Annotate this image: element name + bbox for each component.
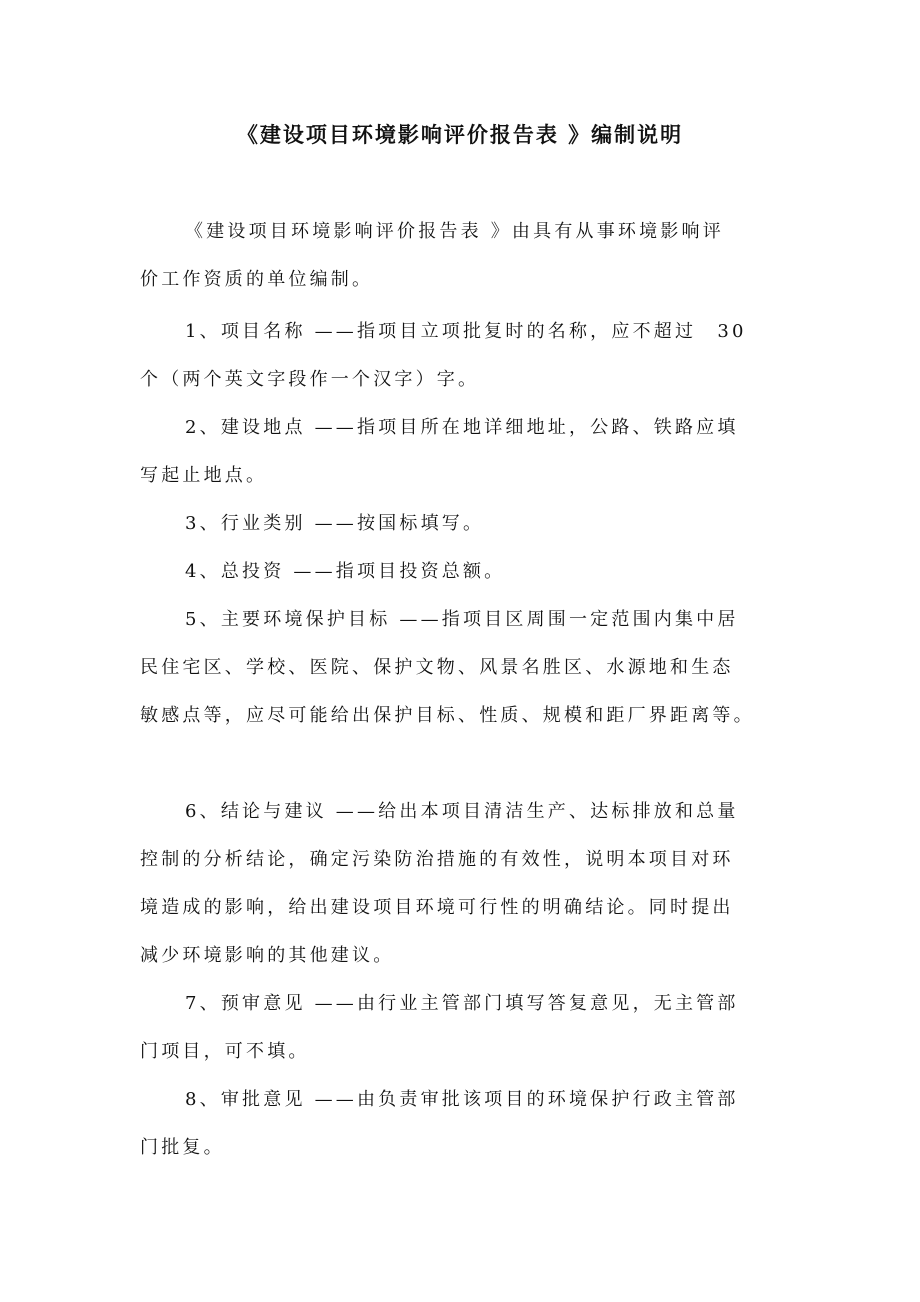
item-5-line-1: 5、主要环境保护目标 ——指项目区周围一定范围内集中居 [185, 609, 739, 630]
item-1-line-1: 1、项目名称 ——指项目立项批复时的名称，应不超过 30 [185, 321, 747, 342]
item-3-line-1: 3、行业类别 ——按国标填写。 [185, 513, 485, 534]
item-7-line-2: 门项目，可不填。 [140, 1041, 310, 1062]
item-7-line-1: 7、预审意见 ——由行业主管部门填写答复意见，无主管部 [185, 993, 739, 1014]
item-8-line-1: 8、审批意见 ——由负责审批该项目的环境保护行政主管部 [185, 1089, 739, 1110]
intro-line-2: 价工作资质的单位编制。 [140, 269, 374, 290]
item-2-line-1: 2、建设地点 ——指项目所在地详细地址，公路、铁路应填 [185, 417, 739, 438]
item-1-line-2: 个（两个英文字段作一个汉字）字。 [140, 369, 480, 390]
item-6-line-2: 控制的分析结论，确定污染防治措施的有效性，说明本项目对环 [140, 849, 734, 870]
item-4-line-1: 4、总投资 ——指项目投资总额。 [185, 561, 506, 582]
item-8-line-2: 门批复。 [140, 1137, 225, 1158]
item-5-line-2: 民住宅区、学校、医院、保护文物、风景名胜区、水源地和生态 [140, 657, 734, 678]
item-6-line-3: 境造成的影响，给出建设项目环境可行性的明确结论。同时提出 [140, 897, 734, 918]
intro-line-1: 《建设项目环境影响评价报告表 》由具有从事环境影响评 [185, 221, 724, 242]
item-6-line-4: 减少环境影响的其他建议。 [140, 945, 395, 966]
item-5-line-3: 敏感点等，应尽可能给出保护目标、性质、规模和距厂界距离等。 [140, 705, 755, 726]
document-title: 《建设项目环境影响评价报告表 》编制说明 [236, 122, 684, 147]
item-2-line-2: 写起止地点。 [140, 465, 268, 486]
item-6-line-1: 6、结论与建议 ——给出本项目清洁生产、达标排放和总量 [185, 801, 739, 822]
